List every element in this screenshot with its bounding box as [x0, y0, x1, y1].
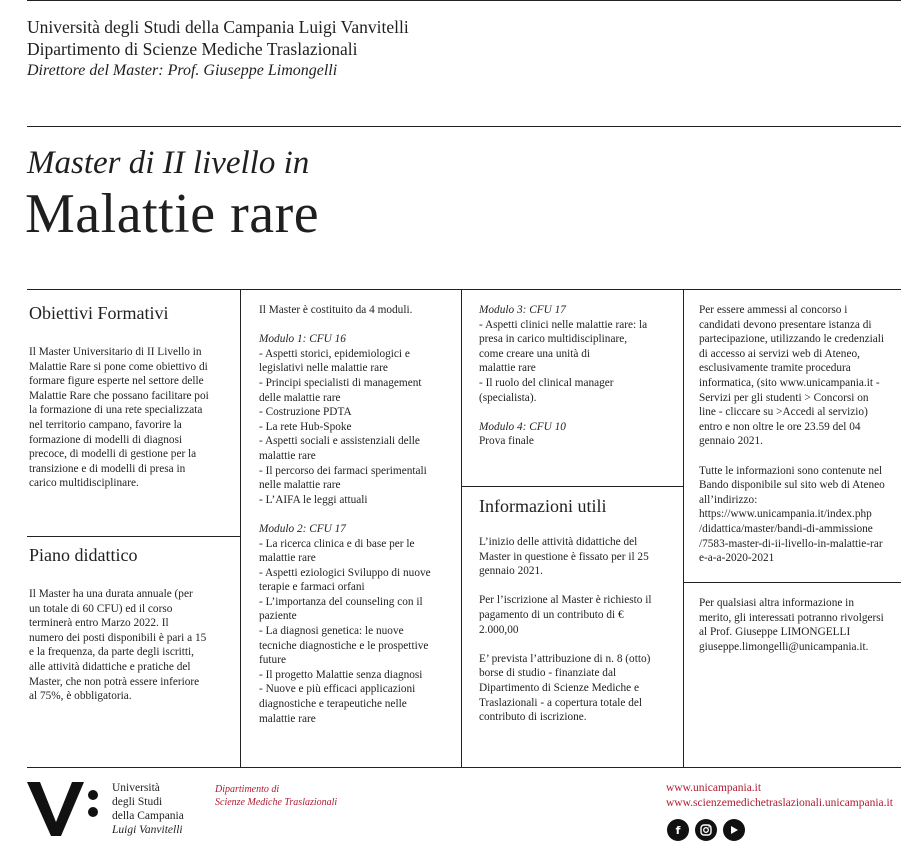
section-divider [27, 536, 240, 537]
text-line: Traslazionali - a copertura totale del [479, 696, 643, 709]
text-line: pagamento di un contributo di € [479, 608, 624, 621]
text-line: tecniche diagnostiche e le prospettive [259, 639, 429, 652]
piano-section [29, 544, 234, 704]
text-line: come creare una unità di [479, 347, 591, 360]
contatti-text [699, 596, 901, 654]
footer-uni-line: Luigi Vanvitelli [112, 824, 183, 836]
info-paragraph [479, 593, 679, 637]
text-line: Master in questione è fissato per il 25 [479, 550, 649, 563]
text-line: contributo di iscrizione. [479, 711, 587, 724]
moduli-intro: Il Master è costituito da 4 moduli. [259, 304, 413, 316]
text-line: Il Master ha una durata annuale (per [29, 588, 193, 600]
text-line: malattie rare [259, 552, 316, 565]
text-line: Tutte le informazioni sono contenute nel [699, 464, 883, 477]
text-line: presa in carico multidisciplinare, [479, 333, 628, 346]
text-line: - Costruzione PDTA [259, 406, 352, 419]
modulo3-heading: Modulo 3: CFU 17 [479, 304, 566, 316]
text-line: diagnostiche e terapeutiche nelle [259, 698, 407, 711]
text-line: gennaio 2021. [479, 565, 544, 578]
footer-department [215, 783, 337, 809]
bando-text [699, 464, 901, 566]
text-line: - Nuove e più efficaci applicazioni [259, 683, 416, 696]
piano-text [29, 587, 234, 704]
obiettivi-title: Obiettivi Formativi [29, 303, 169, 323]
header-director: Direttore del Master: Prof. Giuseppe Limongelli [27, 62, 338, 79]
hero-title: Malattie rare [25, 183, 320, 245]
text-line: carico multidisciplinare. [29, 477, 139, 490]
text-line: - La ricerca clinica e di base per le [259, 537, 415, 550]
piano-title: Piano didattico [29, 545, 138, 565]
text-line: malattie rare [259, 449, 316, 462]
text-line: https://www.unicampania.it/index.php [699, 508, 872, 521]
text-line: Per l’iscrizione al Master è richiesto il [479, 594, 652, 607]
text-line: line - cliccare su >Accedi al servizio) [699, 406, 868, 419]
text-line: E’ prevista l’attribuzione di n. 8 (otto) [479, 652, 651, 665]
info-section [479, 495, 679, 739]
social-icons [667, 819, 745, 841]
contatti-section [699, 596, 901, 669]
modulo4-text [479, 434, 679, 449]
text-line: Master, che non potrà essere inferiore [29, 675, 200, 688]
text-line: un totale di 60 CFU) ed il corso [29, 602, 173, 615]
text-line: - L’AIFA le leggi attuali [259, 493, 368, 506]
column-divider [240, 290, 241, 767]
text-line: Malattie Rare si pone come obiettivo di [29, 360, 208, 373]
info-title: Informazioni utili [479, 496, 607, 516]
obiettivi-section [29, 302, 234, 491]
text-line: transizione e di modelli di presa in [29, 462, 186, 475]
text-line: al 75%, è obbligatoria. [29, 690, 132, 703]
text-line: - Il percorso dei farmaci sperimentali [259, 464, 427, 477]
text-line: candidati devono presentare istanza di [699, 318, 872, 331]
moduli-section [259, 303, 457, 741]
moduli-cont-section [479, 303, 679, 464]
text-line: precoce, di modelli di gestione per la [29, 448, 197, 461]
text-line: - Il progetto Malattie senza diagnosi [259, 668, 423, 681]
modulo2-text [259, 537, 457, 727]
text-line: /7583-master-di-ii-livello-in-malattie-rar [699, 537, 883, 550]
section-divider [683, 582, 901, 583]
text-line: Bando disponibile sul sito web di Ateneo [699, 479, 885, 492]
header-university: Università degli Studi della Campania Luigi Vanvitelli [27, 17, 409, 37]
text-line: Servizi per gli studenti > Concorsi on [699, 391, 869, 404]
text-line: formare figure esperte nel settore delle [29, 375, 204, 388]
text-line: esclusivamente tramite procedura [699, 362, 851, 375]
info-paragraph [479, 535, 679, 579]
footer-links [666, 781, 893, 811]
text-line: 2.000,00 [479, 623, 519, 636]
modulo1-text [259, 347, 457, 508]
text-line: e la frequenza, da parte degli iscritti, [29, 646, 194, 659]
header-rule [27, 126, 901, 127]
footer-uni-line: della Campania [112, 810, 184, 822]
column-divider [461, 290, 462, 767]
text-line: - Aspetti eziologici Sviluppo di nuove [259, 566, 431, 579]
text-line: borse di studio - finanziate dal [479, 667, 617, 680]
ammissione-text [699, 303, 901, 449]
modulo4-heading: Modulo 4: CFU 10 [479, 420, 566, 433]
text-line: nelle malattie rare [259, 479, 341, 492]
unicampania-link[interactable]: www.unicampania.it [666, 782, 762, 794]
text-line: terapie e farmaci orfani [259, 581, 365, 594]
text-line: - L’importanza del counseling con il [259, 595, 423, 608]
modulo2-heading: Modulo 2: CFU 17 [259, 522, 346, 535]
top-rule [27, 0, 901, 1]
text-line: nel territorio campano, favorire la [29, 418, 182, 431]
text-line: gennaio 2021. [699, 435, 764, 448]
text-line: informatica, (sito www.unicampania.it - [699, 376, 880, 389]
text-line: Per essere ammessi al concorso i [699, 304, 848, 316]
footer-uni-line: degli Studi [112, 796, 163, 808]
obiettivi-text [29, 345, 234, 491]
text-line: alle attività didattiche e pratiche del [29, 660, 191, 673]
footer-dept-line: Scienze Mediche Traslazionali [215, 797, 338, 808]
text-line: future [259, 654, 286, 667]
text-line: Il Master Universitario di II Livello in [29, 346, 202, 358]
text-line: Dipartimento di Scienze Mediche e [479, 681, 639, 694]
instagram-icon[interactable] [695, 819, 717, 841]
department-link[interactable]: www.scienzemedichetraslazionali.unicampania.it [666, 797, 893, 809]
footer-uni-line: Università [112, 782, 160, 794]
text-line: malattie rare [479, 362, 536, 375]
text-line: - Aspetti sociali e assistenziali delle [259, 435, 420, 448]
text-line: /didattica/master/bandi-di-ammissione [699, 522, 873, 535]
facebook-icon[interactable]: f [667, 819, 689, 841]
footer-dept-line: Dipartimento di [215, 784, 280, 795]
info-paragraph [479, 652, 679, 725]
vanvitelli-logo [27, 780, 102, 843]
text-line: - La rete Hub-Spoke [259, 420, 352, 433]
modulo1-heading: Modulo 1: CFU 16 [259, 333, 346, 346]
text-line: giuseppe.limongelli@unicampania.it. [699, 640, 869, 653]
footer-university [112, 781, 184, 837]
ammissione-section [699, 303, 901, 580]
text-line: numero dei posti disponibili è pari a 15 [29, 631, 207, 644]
text-line: formazione di modelli di diagnosi [29, 433, 183, 446]
text-line: L’inizio delle attività didattiche del [479, 536, 638, 548]
text-line: terminerà entro Marzo 2022. Il [29, 617, 169, 630]
text-line: partecipazione, utilizzando le credenziali [699, 333, 885, 346]
header [27, 16, 409, 82]
text-line: - Principi specialisti di management [259, 376, 422, 389]
text-line: merito, gli interessati potranno rivolgersi [699, 611, 884, 624]
youtube-icon[interactable] [723, 819, 745, 841]
text-line: - La diagnosi genetica: le nuove [259, 625, 404, 638]
text-line: di accesso ai servizi web di Ateneo, [699, 347, 860, 360]
text-line: - Aspetti clinici nelle malattie rare: la [479, 318, 648, 331]
text-line: paziente [259, 610, 297, 623]
text-line: delle malattie rare [259, 391, 341, 404]
text-line: legislativi nelle malattie rare [259, 362, 388, 375]
text-line: all’indirizzo: [699, 493, 758, 506]
text-line: Per qualsiasi altra informazione in [699, 597, 854, 609]
text-line: la formazione di una rete specializzata [29, 404, 203, 417]
text-line: malattie rare [259, 712, 316, 725]
text-line: entro e non oltre le ore 23.59 del 04 [699, 420, 861, 433]
text-line: - Il ruolo del clinical manager [479, 376, 614, 389]
text-line: e-a-a-2020-2021 [699, 552, 775, 565]
hero-subtitle: Master di II livello in [27, 145, 310, 181]
header-department: Dipartimento di Scienze Mediche Traslazionali [27, 39, 358, 59]
text-line: - Aspetti storici, epidemiologici e [259, 347, 410, 360]
text-line: Malattie Rare che possano facilitare poi [29, 389, 209, 402]
section-divider [461, 486, 683, 487]
column-divider [683, 290, 684, 767]
text-line: (specialista). [479, 391, 537, 404]
text-line: al Prof. Giuseppe LIMONGELLI [699, 626, 851, 639]
content-grid [27, 289, 901, 768]
text-line: Prova finale [479, 435, 534, 448]
modulo3-text [479, 318, 679, 406]
